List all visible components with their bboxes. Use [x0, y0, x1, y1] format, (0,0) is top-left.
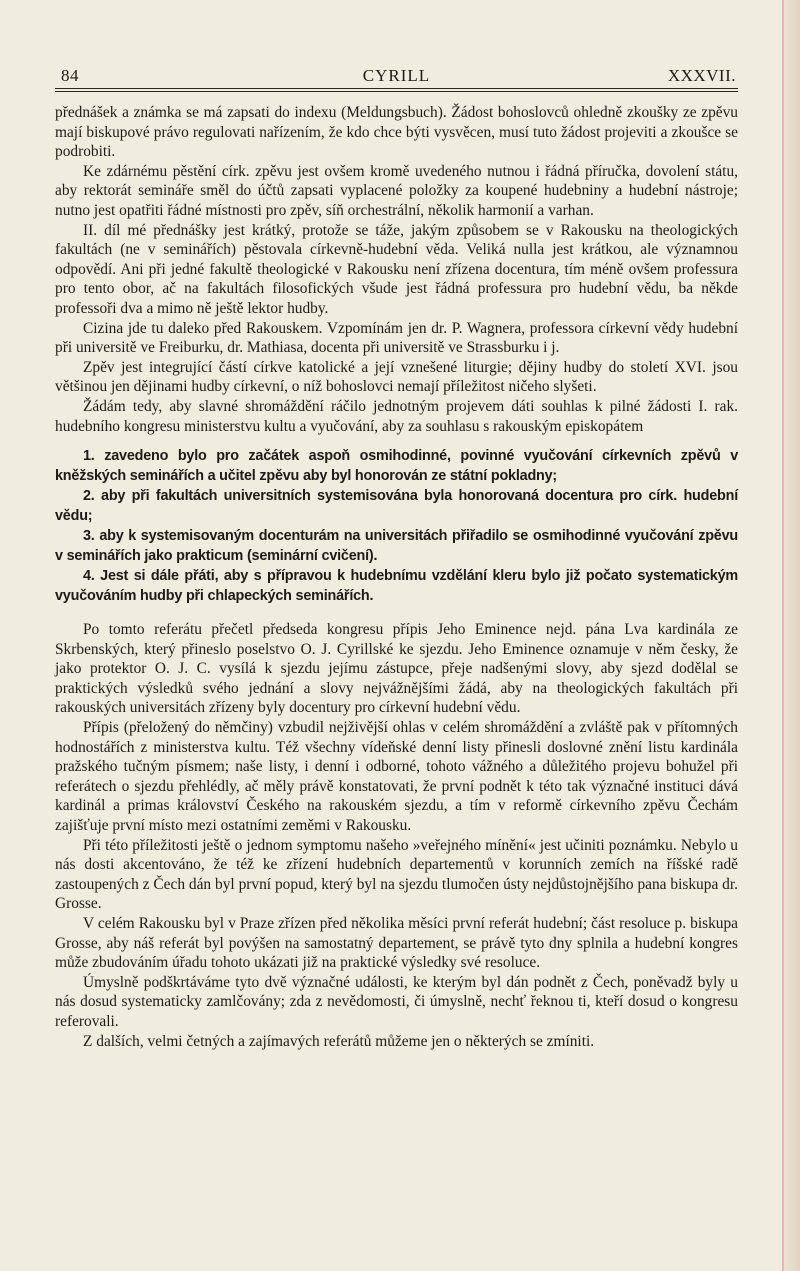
paragraph: Po tomto referátu přečetl předseda kongresu přípis Jeho Eminence nejd. pána Lva kardinála ze Skrbenských, který přineslo poselstvo O. J. Cyrillské ke sjezdu. Jeho Eminence oznamuje v něm česky, že jako protektor O. J. C. vysílá k sjezdu jejímu zástupce, přeje nadšenými slovy, aby sjezd dodělal se praktických výsledků svého jednání a slovy nejvážnějšími žádá, aby na theologických fakultách při rakouských universitách zřízeny byly docentury pro církevní hudební vědu.: [55, 621, 738, 717]
paragraph: Ke zdárnému pěstění círk. zpěvu jest ovšem kromě uvedeného nutnou i řádná příručka, dovolení státu, aby rektorát semináře směl do účtů zapsati vyplacené položky za koupené hudebniny a hudební nástroje; nutno jest opatřiti řádné místnosti pro zpěv, síň orchestrální, několik harmonií a varhan.: [55, 162, 738, 219]
paragraph: Úmyslně podškrtáváme tyto dvě význačné události, ke kterým byl dán podnět z Čech, poněvadž byly u nás dosud systematicky zamlčovány; zda z nevědomosti, či úmyslně, nechť řeknou ti, kteří dosud o kongresu referovali.: [55, 973, 738, 1030]
resolution-item: 4. Jest si dále přáti, aby s přípravou k hudebnímu vzdělání kleru bylo již počato systematickým vyučováním hudby při chlapeckých seminářích.: [55, 568, 738, 605]
header-rule-thin: [55, 91, 738, 92]
paragraph: II. díl mé přednášky jest krátký, protože se táže, jakým způsobem se v Rakousku na theologických fakultách (ne v seminářích) pěstovala církevně-hudební věda. Veliká nulla jest krátkou, ale významnou odpovědí. Ani při jedné fakultě theologické v Rakousku není zřízena docentura, tím méně ovšem professura pro tento obor, ač na fakultách filosofických všude jest řádná professura pro hudební vědu, ba někde professoři dva a mimo ně ještě lektor hudby.: [55, 221, 738, 317]
paragraph: Zpěv jest integrující částí církve katolické a její vznešené liturgie; dějiny hudby do století XVI. jsou většinou jen dějinami hudby církevní, o níž bohoslovci nemají příležitost ničeho slyšeti.: [55, 358, 738, 396]
paragraph: V celém Rakousku byl v Praze zřízen před několika měsíci první referát hudební; část resoluce p. biskupa Grosse, aby náš referát byl povýšen na samostatný departement, se právě tyto dny splnila a hudební kongres může zbudováním úřadu tohoto ukázati již na praktické výsledky své resoluce.: [55, 915, 738, 972]
running-header: [55, 60, 738, 86]
journal-title: CYRILL: [362, 66, 431, 85]
page-margin-line: [782, 0, 784, 1271]
document-page: [55, 60, 738, 1051]
paragraph: Přípis (přeložený do němčiny) vzbudil nejživější ohlas v celém shromáždění a zvláště pak v přítomných hodnostářích z ministerstva kultu. Též všechny vídeňské denní listy přinesli doslovné znění listu kardinála pražského tučným písmem; naše listy, i denní i odborné, tohoto vážného a důležitého projevu bohužel při referátech o sjezdu přehlédly, ač měly právě konstatovati, že první podnět k této tak význačné instituci dává kardinál a primas království Českého na rakouském sjezdu, a tím v reformě církevního zpěvu Čechám zajišťuje první místo mezi ostatními zeměmi v Rakousku.: [55, 719, 738, 835]
page-number: 84: [61, 66, 79, 85]
paragraph: Žádám tedy, aby slavné shromáždění ráčilo jednotným projevem dáti souhlas k pilné žádosti I. rak. hudebního kongresu ministerstvu kultu a vyučování, aby za souhlasu s rakouským episkopátem: [55, 397, 738, 435]
resolution-item: 2. aby při fakultách universitních systemisována byla honorovaná docentura pro círk. hudební vědu;: [55, 488, 738, 525]
paragraph: Cizina jde tu daleko před Rakouskem. Vzpomínám jen dr. P. Wagnera, professora církevní vědy hudební při universitě ve Freiburku, dr. Mathiasa, docenta při universitě ve Strassburku i j.: [55, 319, 738, 357]
paragraph: přednášek a známka se má zapsati do indexu (Meldungsbuch). Žádost bohoslovců ohledně zkoušky ze zpěvu mají biskupové právo regulovati nařízením, že kdo chce býti vysvěcen, musí tuto žádost projeviti a zkoušce se podrobiti.: [55, 104, 738, 161]
volume-number: XXXVII.: [667, 66, 736, 85]
paragraph: Při této příležitosti ještě o jednom symptomu našeho »veřejného mínění« jest učiniti poznámku. Nebylo u nás dosti akcentováno, že též ke zřízení hudebních departementů v korunních zemích na říšské radě zastoupených z Čech dán byl první popud, který byl na sjezdu tlumočen ústy nejdůstojnějšího pana biskupa dr. Grosse.: [55, 836, 738, 913]
page-edge-shadow: [782, 0, 800, 1271]
header-rule: [55, 88, 738, 89]
paragraph: Z dalších, velmi četných a zajímavých referátů můžeme jen o některých se zmíniti.: [83, 1032, 595, 1050]
body-text: [55, 103, 738, 1051]
resolution-item: 3. aby k systemisovaným docenturám na universitách přiřadilo se osmihodinné vyučování zpěvu v seminářích jako prakticum (seminární cvičení).: [55, 528, 738, 565]
resolution-item: 1. zavedeno bylo pro začátek aspoň osmihodinné, povinné vyučování církevních zpěvů v kněžských seminářích a učitel zpěvu aby byl honorován ze státní pokladny;: [55, 448, 738, 485]
